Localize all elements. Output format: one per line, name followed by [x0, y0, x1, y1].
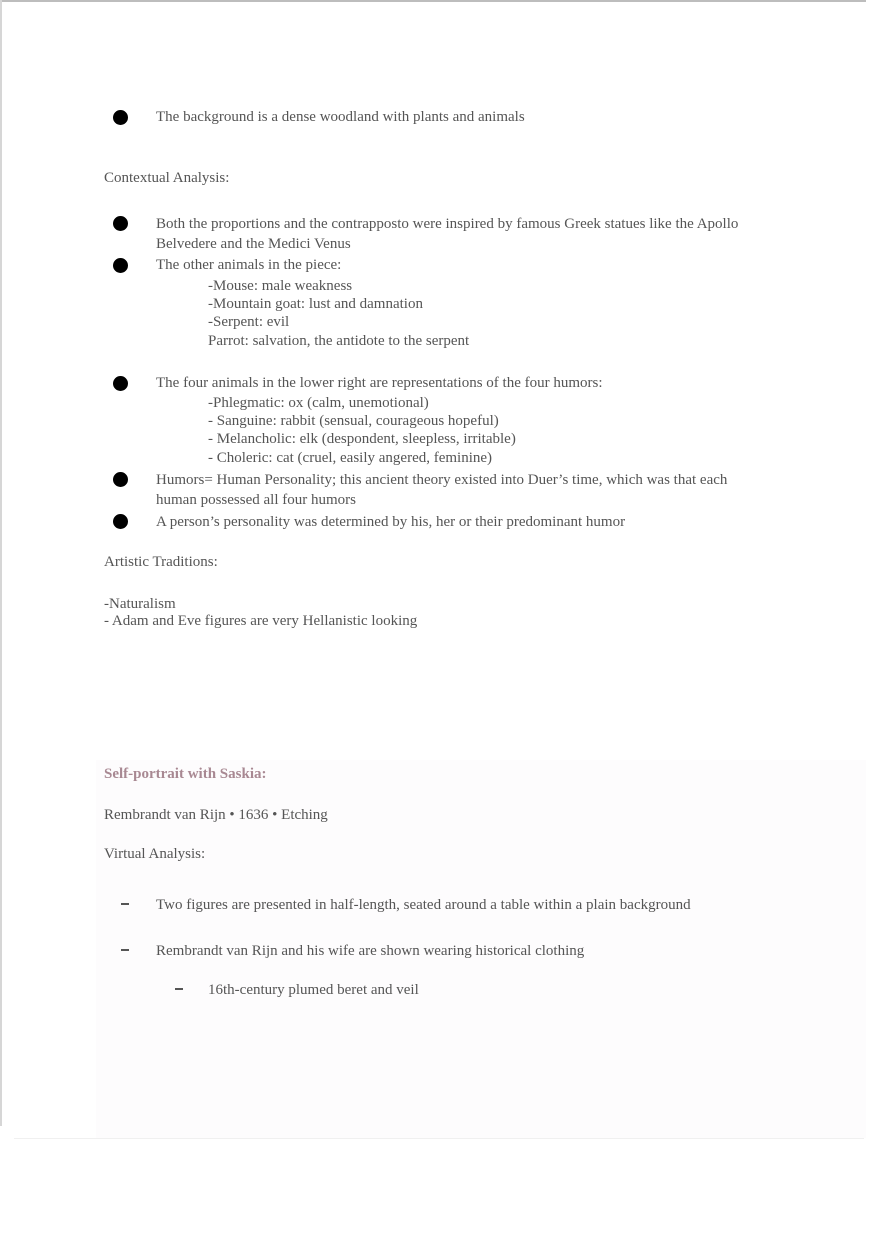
humor-subitem: - Sanguine: rabbit (sensual, courageous hopeful) — [208, 413, 499, 429]
personality-bullet: A person’s personality was determined by his, her or their predominant humor — [156, 514, 626, 530]
humor-subitem: - Choleric: cat (cruel, easily angered, feminine) — [208, 450, 493, 466]
tradition-line: - Adam and Eve figures are very Hellanistic looking — [104, 613, 418, 629]
page-left-edge — [0, 0, 2, 1126]
bullet-dot — [113, 514, 128, 529]
dash-bullet — [121, 949, 129, 951]
four-humors-bullet: The four animals in the lower right are representations of the four humors: — [156, 375, 603, 391]
dash-bullet — [121, 903, 129, 905]
artistic-traditions-heading: Artistic Traditions: — [104, 554, 218, 570]
humors-bullet-line1: Humors= Human Personality; this ancient theory existed into Duer’s time, which was that each — [156, 472, 728, 488]
humors-bullet-line2: human possessed all four humors — [156, 492, 356, 508]
virtual-analysis-heading: Virtual Analysis: — [104, 846, 206, 862]
animal-subitem: -Mountain goat: lust and damnation — [208, 296, 423, 312]
analysis-subitem: 16th-century plumed beret and veil — [208, 982, 419, 998]
dash-bullet — [175, 988, 183, 990]
tradition-line: -Naturalism — [104, 596, 176, 612]
bullet-dot — [113, 376, 128, 391]
animal-subitem: Parrot: salvation, the antidote to the serpent — [208, 333, 470, 349]
bullet-dot — [113, 216, 128, 231]
animal-subitem: -Mouse: male weakness — [208, 278, 353, 294]
proportions-bullet-line1: Both the proportions and the contrapposto were inspired by famous Greek statues like the Apollo — [156, 216, 739, 232]
other-animals-bullet: The other animals in the piece: — [156, 257, 342, 273]
woodland-bullet: The background is a dense woodland with plants and animals — [156, 109, 525, 125]
humor-subitem: - Melancholic: elk (despondent, sleepless, irritable) — [208, 431, 516, 447]
animal-subitem: -Serpent: evil — [208, 314, 290, 330]
page-top-edge — [0, 0, 866, 2]
artwork-title: Self-portrait with Saskia: — [104, 766, 267, 782]
page-bottom-edge — [14, 1138, 864, 1139]
bullet-dot — [113, 258, 128, 273]
analysis-item: Rembrandt van Rijn and his wife are shown wearing historical clothing — [156, 943, 585, 959]
humor-subitem: -Phlegmatic: ox (calm, unemotional) — [208, 395, 429, 411]
proportions-bullet-line2: Belvedere and the Medici Venus — [156, 236, 351, 252]
contextual-analysis-heading: Contextual Analysis: — [104, 170, 230, 186]
artwork-meta: Rembrandt van Rijn • 1636 • Etching — [104, 807, 328, 823]
bullet-dot — [113, 472, 128, 487]
bullet-dot — [113, 110, 128, 125]
analysis-item: Two figures are presented in half-length, seated around a table within a plain background — [156, 897, 691, 913]
